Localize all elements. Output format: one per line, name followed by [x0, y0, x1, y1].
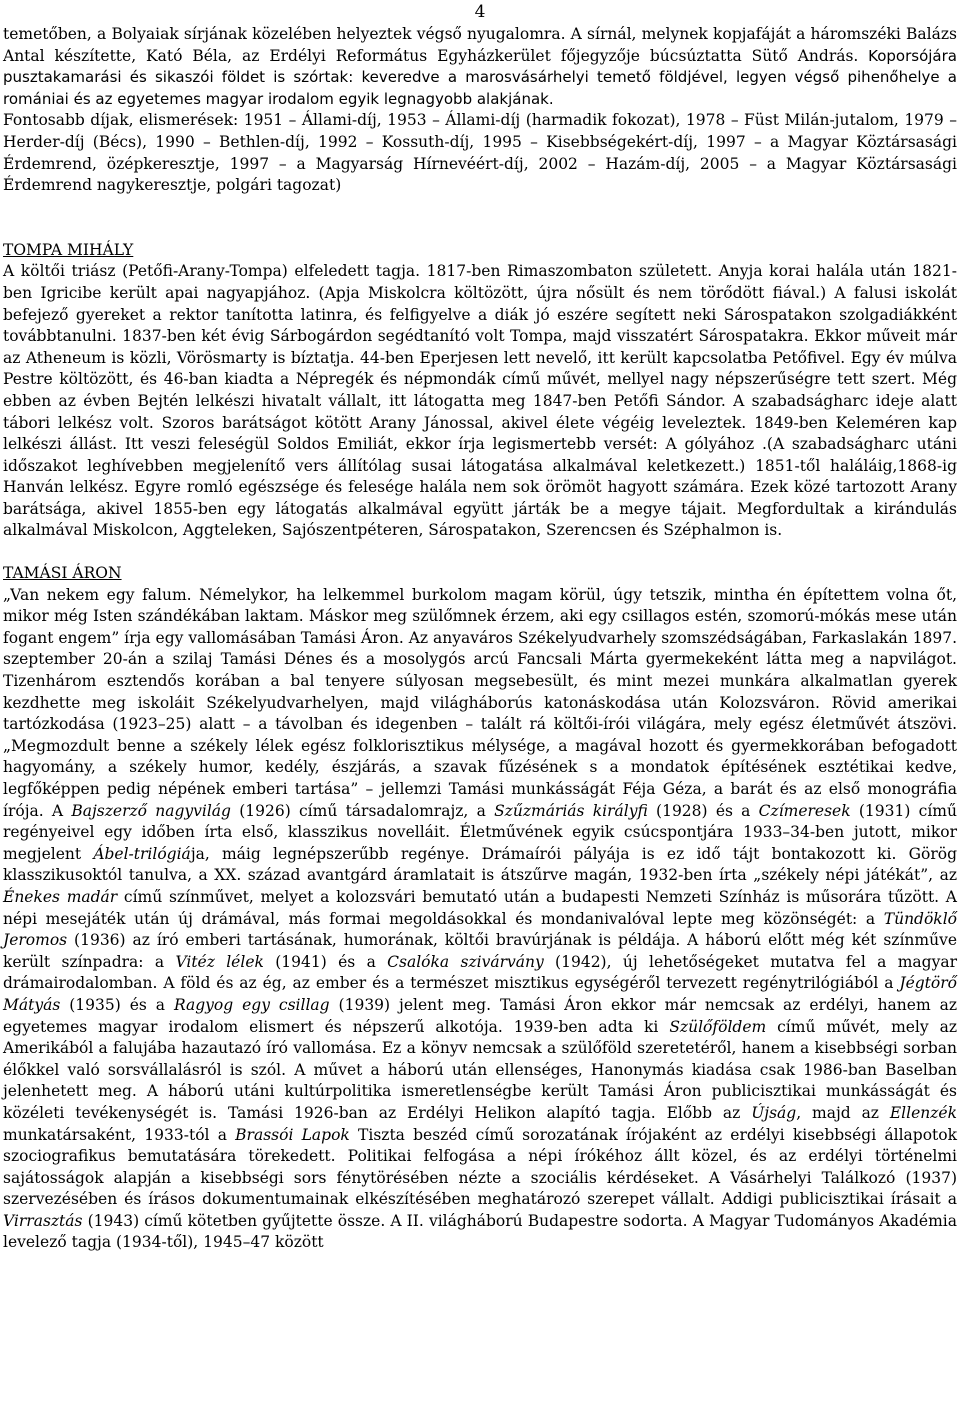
book-title: Ellenzék — [889, 1103, 957, 1122]
text-run: című színművet, melyet a kolozsvári bemutató után a budapesti Nemzeti Színház is műsorára tűzött. A népi mesejáték után új drámával, más formai megoldásokkal és mondanivalóval lepte meg közönségét: a — [3, 887, 957, 928]
section-spacer — [3, 197, 957, 240]
page-content — [3, 24, 957, 1254]
text-run: ja, máig legnépszerűbb regénye. Drámaírói pályája is ez idő tájt bontakozott ki. Görög klasszikusoktól tanulva, a XX. század avantgárd áramlatait is átszűrve magán, 1932-ben írta „székely népi játékát”, az — [3, 844, 957, 885]
intro-paragraph — [3, 24, 957, 110]
text-run: (1942), új lehetőségeket mutatva fel a magyar drámairodalomban. A föld és az ég, az ember és a természet misztikus egységéről tervezett regénytrilógiából a — [3, 952, 957, 993]
text-run: (1926) című társadalomrajz, a — [230, 801, 495, 820]
text-run: (1931) című regényeivel egy időben írta első, klasszikus novelláit. Életművének egyik csúcspontjára 1933–34-ben jutott, mikor megjelent — [3, 801, 957, 863]
awards-paragraph: Fontosabb díjak, elismerések: 1951 – Állami-díj, 1953 – Állami-díj (harmadik fokozat), 1978 – Füst Milán-jutalom, 1979 – Herder-díj (Bécs), 1990 – Bethlen-díj, 1992 – Kossuth-díj, 1995 – Kisebbségekért-díj, 1997 – a Magyar Köztársasági Érdemrend, özépkeresztje, 1997 – a Magyarság Hírnevéért-díj, 2002 – Hazám-díj, 2005 – a Magyar Köztársasági Érdemrend nagykeresztje, polgári tagozat) — [3, 111, 957, 195]
book-title: Szűzmáriás királyfi — [494, 801, 648, 820]
text-run: (1943) című kötetben gyűjtette össze. A II. világháború Budapestre sodorta. A Magyar Tudományos Akadémia levelező tagja (1934-től), 1945–47 között — [3, 1211, 957, 1252]
intro-text-sans: Koporsójára pusztakamarási és sikaszói földet is szórtak: keveredve a marosvásárhelyi temető földjével, legyen végső pihenőhelye a romániai és az egyetemes magyar irodalom egyik legnagyobb alakjának. — [3, 46, 957, 108]
tamasi-paragraph — [3, 585, 957, 1254]
text-run: (1941) és a — [263, 952, 388, 971]
text-run: (1935) és a — [60, 995, 174, 1014]
book-title: Ragyog egy csillag — [173, 995, 330, 1014]
book-title: Virrasztás — [3, 1211, 83, 1230]
text-run: munkatársaként, 1933-tól a — [3, 1125, 236, 1144]
text-run: , majd az — [796, 1103, 890, 1122]
book-title: Vitéz lélek — [175, 952, 264, 971]
text-run: című művét, mely az Amerikából a falujába hazautazó író vallomása. Ez a könyv nemcsak a szülőföld szeretetéről, hanem a kisebbségi sorban élőkkel való sorsvállalásról is szól. A művet a háború után ellenséges, Hanonymás kiadása csak 1986-ban Baselban jelenhetett meg. A háború utáni kultúrpolitika ismeretlenségbe került Tamási Áron publicisztikai munkásságát és közéleti tevékenységét is. Tamási 1926-ban az Erdélyi Helikon alapító tagja. Előbb az — [3, 1017, 957, 1122]
intro-text: temetőben, a Bolyaiak sírjának közelében helyeztek végső nyugalomra. A sírnál, melynek kopjafáját a háromszéki Balázs Antal készítette, Kató Béla, az Erdélyi Református Egyházkerület főjegyzője búcsúztatta Sütő András. — [3, 25, 957, 65]
book-title: Ábel-trilógiá — [93, 844, 191, 863]
section-heading-tamasi: TAMÁSI ÁRON — [3, 564, 122, 583]
section-spacer — [3, 542, 957, 563]
text-run: „Van nekem egy falum. Némelykor, ha lelkemmel burkolom magam körül, úgy tetszik, mintha én építettem volna őt, mikor még Isten szándékában laktam. Máskor meg szülőmnek érzem, aki egy csillagos estén, szomorú-mókás mese után fogant engem” írja egy vallomásában Tamási Áron. Az anyaváros Székelyudvarhely szomszédságában, Farkaslakán 1897. szeptember 20-án a szilaj Tamási Dénes és a mosolygós arcú Fancsali Márta gyermekeként látta meg a napvilágot. Tizenhárom esztendős korában a bal tenyere súlyosan megsebesült, és mint mezei munkára alkalmatlan gyerek kezdhette meg iskoláit Székelyudvarhelyen, majd világháborús katonáskodása után Kolozsváron. Rövid amerikai tartózkodása (1923–25) alatt – a távolban és idegenben – talált rá költői-írói világára, mely egész életművét átszövi. „Megmozdult benne a székely lélek egész folklorisztikus mélysége, a magával hozott és gyermekkorában befogadott hagyomány, a székely humor, kedély, észjárás, a szavak fűzésének s a mondatok építésének esztétikai kedve, legfőképpen pedig népének emberi tartása” – jellemzi Tamási munkásságát Féja Géza, a barát és az első monográfia írója. A — [3, 585, 957, 820]
section-heading-tompa: TOMPA MIHÁLY — [3, 240, 134, 259]
book-title: Tündöklő Jeromos — [3, 909, 957, 950]
book-title: Énekes madár — [3, 887, 118, 906]
text-run: (1939) jelent meg. Tamási Áron ekkor már nemcsak az erdélyi, hanem az egyetemes magyar irodalom elismert és népszerű alkotója. 1939-ben adta ki — [3, 995, 958, 1036]
book-title: Szülőföldem — [669, 1017, 767, 1036]
book-title: Brassói Lapok — [235, 1125, 350, 1144]
page-number: 4 — [474, 2, 486, 22]
book-title: Csalóka szivárvány — [387, 952, 544, 971]
book-title: Czímeresek — [758, 801, 851, 820]
text-run: (1928) és a — [647, 801, 759, 820]
book-title: Újság — [751, 1103, 797, 1122]
tompa-paragraph: A költői triász (Petőfi-Arany-Tompa) elfeledett tagja. 1817-ben Rimaszombaton született. Anyja korai halála után 1821-ben Igricibe került apai nagyapjához. (Apja Miskolcra költözött, újra nősült és nem törődött fiával.) A falusi iskolát befejező gyereket a rektor tanította latinra, és felfigyelve a diák jó eszére segített neki Sárospatakon szolgadiákként továbbtanulni. 1837-ben két évig Sárbogárdon segédtanító volt Tompa, majd visszatért Sárospatakra. Ekkor műveit már az Atheneum is közli, Vörösmarty is bíztatja. 44-ben Eperjesen lett nevelő, itt került kapcsolatba Petőfivel. Egy év múlva Pestre költözött, és 46-ban kiadta a Népregék és népmondák című művét, mellyel nagy népszerűségre tett szert. Még ebben az évben Bejtén lelkészi hivatalt vállalt, itt látogatta meg 1847-ben Petőfi Sándor. A szabadságharc ideje alatt tábori lelkész volt. Szoros barátságot kötött Arany Jánossal, akivel élete végéig leveleztek. 1849-ben Keleméren kap lelkészi állást. Itt veszi feleségül Soldos Emiliát, ekkor írja legismertebb versét: A gólyához .(A szabadságharc utáni időszakot leghívebben megjelenítő vers állítólag susai látogatása alkalmával keletkezett.) 1851-től haláláig,1868-ig Hanván lelkész. Egyre romló egészsége és felesége halála nem sok örömöt hagyott számára. Ezek közé tartozott Arany barátsága, akivel 1855-ben egy látogatás alkalmával együtt járták be a megye tájait. Megfordultak a kirándulás alkalmával Miskolcon, Aggteleken, Sajószentpéteren, Sárospatakon, Szerencsen és Széphalmon is. — [3, 262, 957, 540]
book-title: Jégtörő Mátyás — [3, 974, 957, 1014]
text-run: Tiszta beszéd című sorozatának írójaként az erdélyi kisebbségi állapotok szociografikus bemutatására törekedett. Politikai felfogása a népi írókéhoz állt közel, és az erdélyi történelmi sajátosságok alapján a kisebbségi sors fénytörésében nézte a szociális kérdéseket. A Vásárhelyi Találkozó (1937) szervezésében és írásos dokumentumainak elkészítésében meghatározó szerepet vállalt. Addigi publicisztikai írásait a — [3, 1125, 957, 1209]
text-run: (1936) az író emberi tartásának, humorának, költői bravúrjának is példája. A háború előtt még két színműve került színpadra: a — [3, 931, 957, 971]
book-title: Bajszerző nagyvilág — [71, 801, 231, 820]
